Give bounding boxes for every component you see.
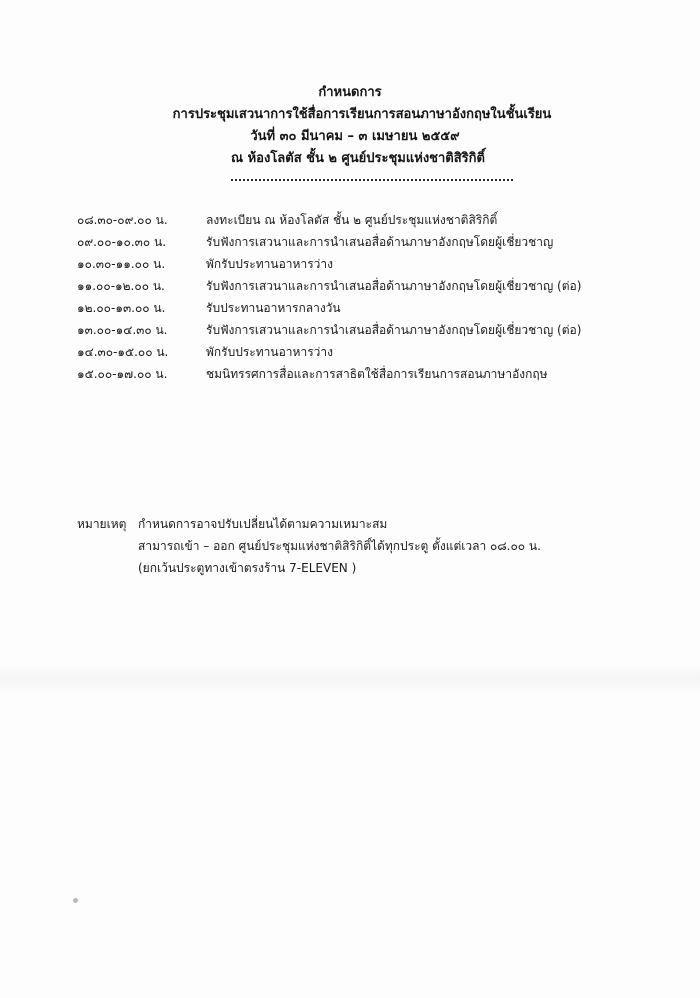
schedule-row (77, 319, 677, 341)
remarks-line: สามารถเข้า – ออก ศูนย์ประชุมแห่งชาติสิริกิติ์ได้ทุกประตู ตั้งแต่เวลา ๐๘.๐๐ น. (138, 539, 541, 553)
document-header (0, 82, 700, 170)
schedule-row (77, 275, 677, 297)
schedule-list (77, 209, 677, 385)
dotted-divider (231, 176, 513, 181)
remarks-label: หมายเหตุ (77, 517, 127, 531)
schedule-time: ๑๓.๐๐-๑๔.๓๐ น. (77, 323, 168, 337)
schedule-activity: รับประทานอาหารกลางวัน (206, 301, 341, 315)
header-title: กำหนดการ (318, 85, 382, 100)
schedule-row (77, 253, 677, 275)
schedule-row (77, 231, 677, 253)
schedule-time: ๐๘.๓๐-๐๙.๐๐ น. (77, 213, 168, 227)
schedule-time: ๑๑.๐๐-๑๒.๐๐ น. (77, 279, 165, 293)
header-event-name: การประชุมเสวนาการใช้สื่อการเรียนการสอนภาษาอังกฤษในชั้นเรียน (172, 107, 552, 122)
remarks-lines (138, 513, 541, 579)
schedule-time: ๐๙.๐๐-๑๐.๓๐ น. (77, 235, 167, 249)
schedule-time: ๑๒.๐๐-๑๓.๐๐ น. (77, 301, 166, 315)
schedule-row (77, 341, 677, 363)
schedule-time: ๑๔.๓๐-๑๕.๐๐ น. (77, 345, 169, 359)
paper-fold-shadow (0, 664, 700, 694)
schedule-activity: รับฟังการเสวนาและการนำเสนอสื่อด้านภาษาอังกฤษโดยผู้เชี่ยวชาญ (ต่อ) (206, 323, 582, 337)
schedule-row (77, 297, 677, 319)
schedule-activity: พักรับประทานอาหารว่าง (206, 345, 333, 359)
schedule-activity: รับฟังการเสวนาและการนำเสนอสื่อด้านภาษาอังกฤษโดยผู้เชี่ยวชาญ (206, 235, 554, 249)
schedule-activity: รับฟังการเสวนาและการนำเสนอสื่อด้านภาษาอังกฤษโดยผู้เชี่ยวชาญ (ต่อ) (206, 279, 582, 293)
schedule-activity: ชมนิทรรศการสื่อและการสาธิตใช้สื่อการเรียนการสอนภาษาอังกฤษ (206, 367, 548, 381)
schedule-time: ๑๕.๐๐-๑๗.๐๐ น. (77, 367, 168, 381)
schedule-time: ๑๐.๓๐-๑๑.๐๐ น. (77, 257, 166, 271)
paper-speck (73, 898, 78, 903)
schedule-row (77, 363, 677, 385)
remarks-line: (ยกเว้นประตูทางเข้าตรงร้าน 7-ELEVEN ) (138, 561, 357, 575)
schedule-row (77, 209, 677, 231)
schedule-activity: ลงทะเบียน ณ ห้องโลตัส ชั้น ๒ ศูนย์ประชุมแห่งชาติสิริกิติ์ (206, 213, 498, 227)
schedule-activity: พักรับประทานอาหารว่าง (206, 257, 333, 271)
header-date: วันที่ ๓๐ มีนาคม – ๓ เมษายน ๒๕๕๙ (250, 129, 460, 144)
header-venue: ณ ห้องโลตัส ชั้น ๒ ศูนย์ประชุมแห่งชาติสิริกิติ์ (231, 151, 485, 166)
remarks-line: กำหนดการอาจปรับเปลี่ยนได้ตามความเหมาะสม (138, 517, 388, 531)
